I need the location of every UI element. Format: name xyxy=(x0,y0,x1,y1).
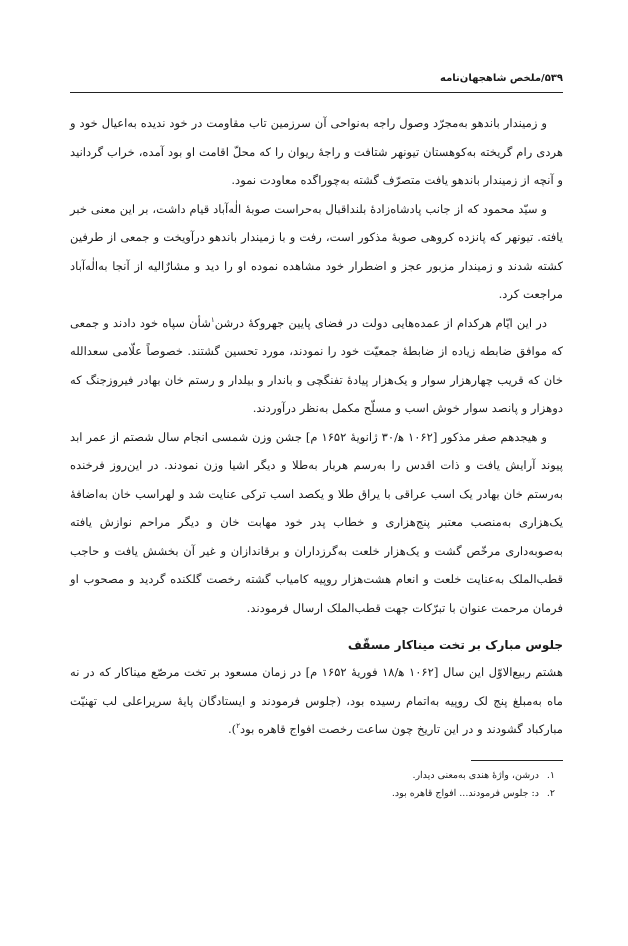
footnote-mark: ۲ xyxy=(236,722,240,731)
footnote xyxy=(70,767,555,785)
paragraph xyxy=(70,309,563,423)
footnote-rule xyxy=(471,760,563,761)
paragraph-text: هشتم ربیع‌الاوّل این سال [۱۰۶۲ ه‍/۱۸ فوریهٔ ۱۶۵۲ م] در زمان مسعود بر تخت مرصّع میناکار که در نه ماه به‌مبلغ پنج لک روپیه به‌اتمام رسیده بود، (جلوس فرمودند و ایستادگان پایهٔ سریراعلی لب تهنیّت مبارکباد گشودند و در این تاریخ چون ساعت رخصت افواج قاهره بود xyxy=(70,665,563,736)
footnote-number: ۲. xyxy=(546,787,555,799)
footnote-number: ۱. xyxy=(546,769,555,781)
footnote-list xyxy=(70,767,563,803)
paragraph-text: شأن سپاه خود دادند و جمعی که موافق ضابطه زیاده از ضابطهٔ جمعیّت خود را نمودند، مورد تحسین گشتند. خصوصاً علّامی سعدالله خان که قریب چهارهزار سوار و یک‌هزار پیادهٔ تفنگچی و باندار و بیلدار و رستم خان بهادر فیروزجنگ که دوهزار و پانصد سوار خوش اسب و مسلّح مکمل به‌نظر درآوردند. xyxy=(70,315,563,415)
footnote-text: د: جلوس فرمودند... افواج قاهره بود. xyxy=(391,787,539,799)
paragraph xyxy=(70,658,563,744)
footnote-text: درشن، واژهٔ هندی به‌معنی دیدار. xyxy=(412,769,539,781)
footnote-mark: ۱ xyxy=(210,315,215,324)
running-head: ۵۳۹/ملخص شاهجهان‌نامه xyxy=(70,70,563,93)
footnote xyxy=(70,785,555,803)
paragraph: و هیجدهم صفر مذکور [۱۰۶۲ ه‍/۳۰ ژانویهٔ ۱۶۵۲ م] جشن وزن شمسی انجام سال شصتم از عمر ابد پیوند آرایش یافت و ذات اقدس را به‌رسم هربار به‌طلا و دیگر اشیا وزن نمودند. در این‌روز فرخنده به‌رستم خان بهادر یک اسب عراقی با یراق طلا و یکصد اسب ترکی عنایت شد و لهراسب خان به‌اضافهٔ یک‌هزاری به‌منصب معتبر پنج‌هزاری و خطاب پدر خود مهابت خان و دیگر مراحم نوازش یافته به‌صوبه‌داری مرخّص گشت و یک‌هزار خلعت به‌گرزداران و برقاندازان و غیر آن بخشش یافت و حاجب قطب‌الملک به‌عنایت خلعت و انعام هشت‌هزار روپیه کامیاب گشته رخصت گلکنده گردید و مصحوب او فرمان مرحمت عنوان با تبرّکات جهت قطب‌الملک ارسال فرمودند. xyxy=(70,429,563,615)
document-page xyxy=(70,70,563,803)
section-heading: جلوس مبارک بر تخت میناکار مسقّف xyxy=(347,638,563,652)
paragraph: و سیّد محمود که از جانب پادشاه‌زادهٔ بلنداقبال به‌حراست صوبهٔ الٰه‌آباد قیام داشت، بر این معنی خبر یافته. تیونهر که پانزده کروهی صوبهٔ مذکور است، رفت و با زمیندار باندهو درآویخت و جمعی از طرفین کشته شدند و زمیندار مزبور عجز و اضطرار خود مشاهده نموده او را دید و مشارٌالیه از آنجا به‌الٰه‌آباد مراجعت کرد. xyxy=(70,201,563,301)
paragraph: و زمیندار باندهو به‌مجرّد وصول راجه به‌نواحی آن سرزمین تاب مقاومت در خود ندیده به‌اعیال خود و هردی رام گریخته به‌کوهستان تیونهر شتافت و راجهٔ ریوان را که محلّ اقامت او بود آمده، خراب گردانید و آنچه از زمیندار باندهو یافت متصرّف گشته به‌چوراگده معاودت نمود. xyxy=(70,116,563,187)
paragraph-text: در این ایّام هرکدام از عمده‌هایی دولت در فضای پایین جهروکهٔ درشن xyxy=(214,315,547,330)
paragraph-text: ). xyxy=(227,722,237,736)
